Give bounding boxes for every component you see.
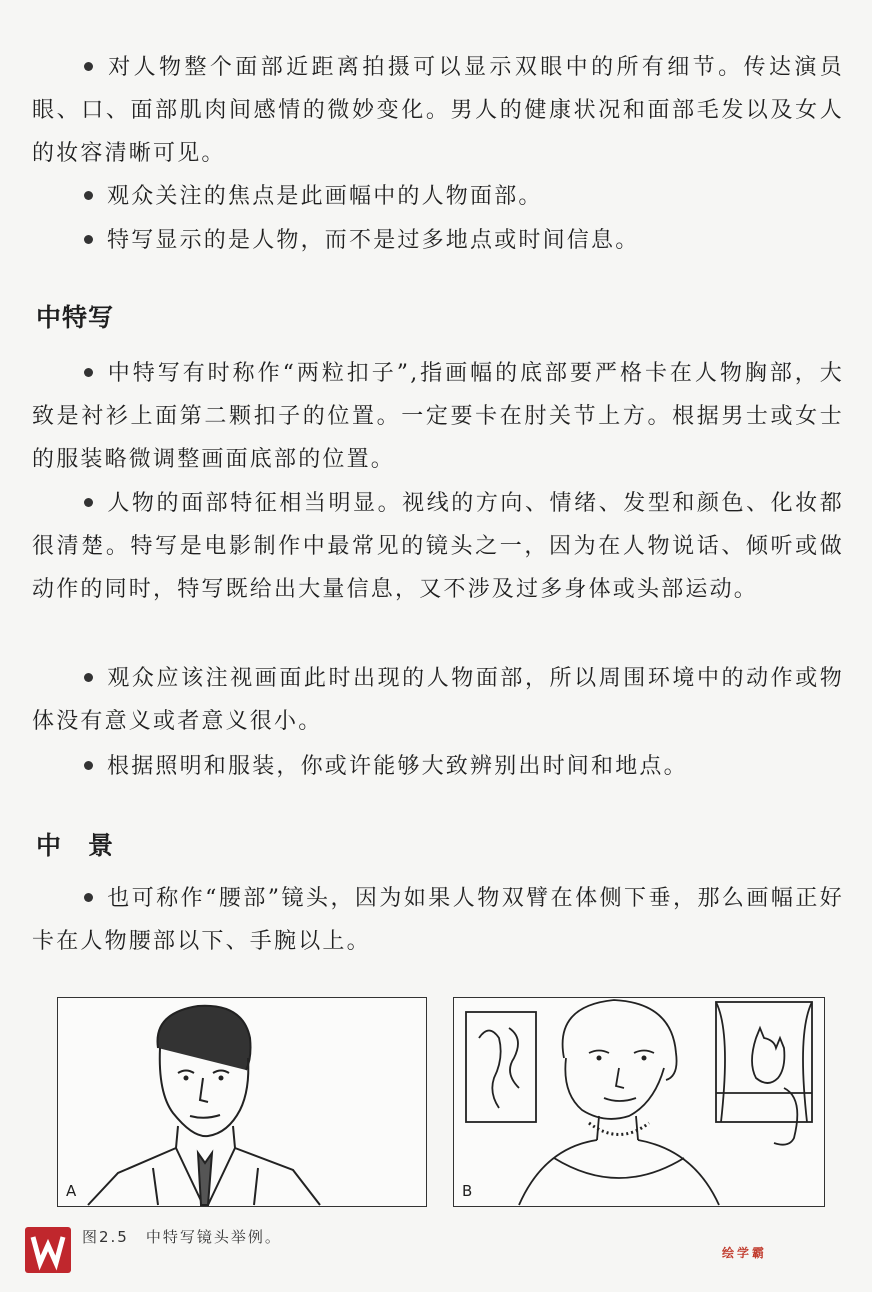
bullet-paragraph: 对人物整个面部近距离拍摄可以显示双眼中的所有细节。传达演员眼、口、面部肌肉间感情的微妙变化。男人的健康状况和面部毛发以及女人的妆容清晰可见。 (32, 55, 844, 166)
man-portrait-illustration (58, 998, 426, 1206)
logo-icon (25, 1227, 71, 1273)
watermark-text: 绘学霸 (722, 1246, 768, 1260)
bullet-paragraph: 观众关注的焦点是此画幅中的人物面部。 (32, 175, 844, 218)
bullet-paragraph: 根据照明和服装，你或许能够大致辨别出时间和地点。 (32, 745, 844, 788)
bullet-paragraph: 特写显示的是人物，而不是过多地点或时间信息。 (32, 219, 844, 262)
bullet-icon (84, 62, 93, 71)
figure-b-label: B (462, 1182, 473, 1200)
figure-a (57, 997, 427, 1207)
bullet-icon (84, 893, 93, 902)
bullet-icon (84, 368, 93, 377)
woman-portrait-illustration (454, 998, 824, 1206)
bullet-icon (84, 235, 93, 244)
bullet-paragraph: 也可称作“腰部”镜头，因为如果人物双臂在体侧下垂，那么画幅正好卡在人物腰部以下、手腕以上。 (32, 886, 844, 954)
bullet-paragraph: 中特写有时称作“两粒扣子”,指画幅的底部要严格卡在人物胸部，大致是衬衫上面第二颗扣子的位置。一定要卡在肘关节上方。根据男士或女士的服装略微调整画面底部的位置。 (32, 361, 844, 472)
section-heading: 中特写 (36, 303, 115, 332)
bullet-paragraph: 人物的面部特征相当明显。视线的方向、情绪、发型和颜色、化妆都很清楚。特写是电影制作中最常见的镜头之一，因为在人物说话、倾听或做动作的同时，特写既给出大量信息，又不涉及过多身体或头部运动。 (32, 491, 844, 602)
bullet-icon (84, 761, 93, 770)
section-heading: 中 景 (36, 831, 115, 860)
figure-caption: 图2.5 中特写镜头举例。 (82, 1228, 282, 1246)
bullet-icon (84, 191, 93, 200)
bullet-paragraph: 观众应该注视画面此时出现的人物面部，所以周围环境中的动作或物体没有意义或者意义很小。 (32, 666, 844, 734)
bullet-icon (84, 673, 93, 682)
figure-a-label: A (66, 1182, 77, 1200)
bullet-icon (84, 498, 93, 507)
figure-b (453, 997, 825, 1207)
